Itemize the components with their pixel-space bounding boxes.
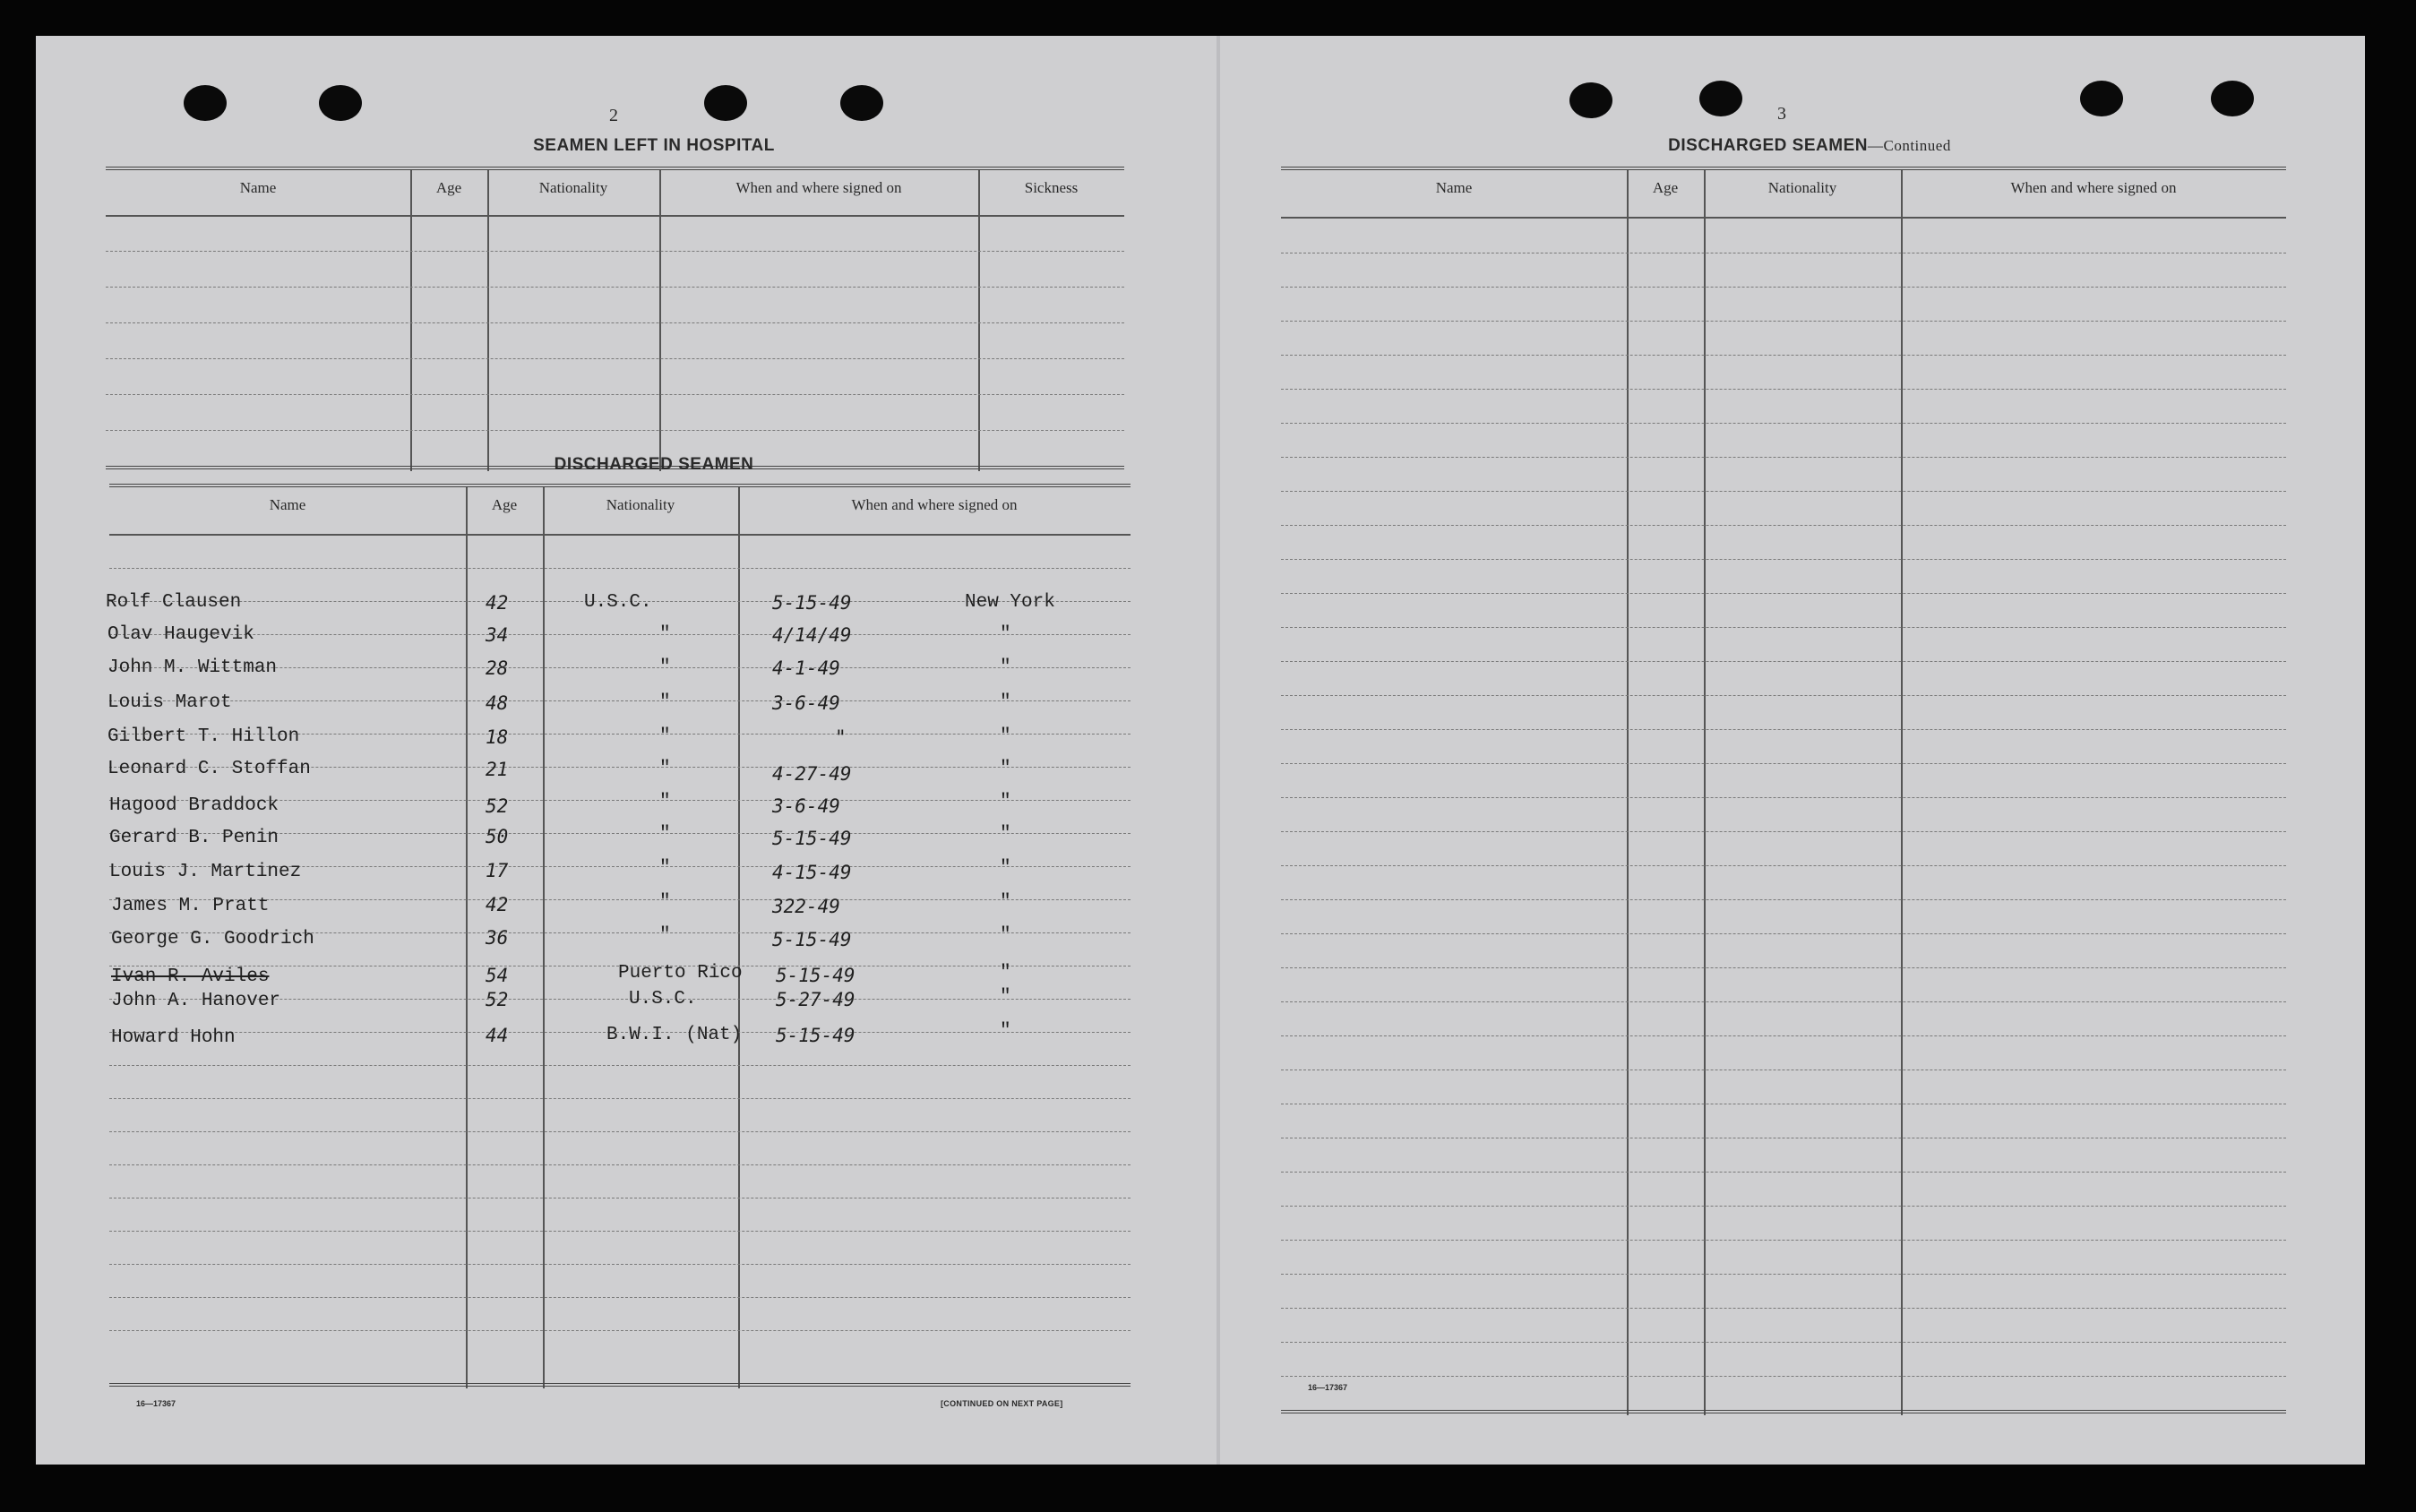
seaman-age: 52 — [486, 989, 509, 1010]
seaman-nationality: U.S.C. — [584, 592, 652, 613]
form-number: 16—17367 — [136, 1399, 176, 1408]
punch-hole — [2080, 81, 2123, 116]
col-header-name: Name — [269, 496, 306, 513]
signed-on-place: " — [1000, 657, 1011, 678]
seaman-age: 42 — [486, 894, 509, 915]
punch-hole — [319, 85, 362, 121]
signed-on-place: " — [1000, 892, 1011, 913]
seaman-name: Rolf Clausen — [106, 592, 242, 613]
signed-on-place: " — [1000, 726, 1011, 747]
signed-on-date: 4-27-49 — [772, 763, 852, 785]
signed-on-date: 3-6-49 — [772, 692, 840, 714]
signed-on-date: 4/14/49 — [772, 624, 852, 646]
discharged-section-title: DISCHARGED SEAMEN — [554, 455, 754, 474]
seaman-name: John A. Hanover — [111, 991, 281, 1011]
signed-on-date: 4-15-49 — [772, 862, 852, 883]
page-fold — [1217, 36, 1220, 1465]
seaman-age: 42 — [486, 592, 509, 614]
punch-hole — [184, 85, 227, 121]
seaman-nationality: B.W.I. (Nat) — [606, 1025, 743, 1045]
signed-on-date: 5-15-49 — [776, 1025, 855, 1046]
signed-on-place: " — [1000, 692, 1011, 713]
seaman-nationality: " — [659, 892, 671, 913]
signed-on-date: " — [835, 726, 847, 748]
signed-on-date: 5-15-49 — [772, 929, 852, 950]
seaman-age: 52 — [486, 795, 509, 817]
signed-on-date: 5-15-49 — [772, 828, 852, 849]
seaman-name: Leonard C. Stoffan — [107, 759, 311, 779]
page-number-left: 2 — [609, 106, 618, 125]
col-header-when-where: When and where signed on — [2010, 179, 2177, 196]
seaman-name: John M. Wittman — [107, 657, 278, 678]
signed-on-date: 3-6-49 — [772, 795, 840, 817]
seaman-age: 54 — [486, 965, 509, 986]
seaman-nationality: Puerto Rico — [618, 963, 743, 984]
seaman-name: Hagood Braddock — [109, 795, 279, 816]
discharged-continued-table — [1281, 167, 2286, 1412]
seaman-age: 34 — [486, 624, 509, 646]
seaman-age: 50 — [486, 826, 509, 847]
col-header-nationality: Nationality — [538, 179, 608, 196]
seaman-nationality: " — [659, 792, 671, 812]
signed-on-place: " — [1000, 792, 1011, 812]
seaman-name: James M. Pratt — [111, 896, 270, 916]
signed-on-date: 4-1-49 — [772, 657, 840, 679]
seaman-age: 21 — [486, 759, 509, 780]
signed-on-place: " — [1000, 624, 1011, 645]
col-header-name: Name — [239, 179, 277, 196]
seaman-name: Howard Hohn — [111, 1027, 236, 1048]
signed-on-place: New York — [965, 592, 1055, 613]
seaman-nationality: " — [659, 624, 671, 645]
signed-on-place: " — [1000, 1021, 1011, 1042]
title-text: DISCHARGED SEAMEN — [1668, 136, 1868, 155]
col-header-age: Age — [1652, 179, 1679, 196]
seaman-nationality: U.S.C. — [629, 989, 697, 1009]
seaman-name: Louis J. Martinez — [109, 862, 302, 882]
seaman-name: Olav Haugevik — [107, 624, 254, 645]
col-header-age: Age — [491, 496, 518, 513]
seaman-age: 28 — [486, 657, 509, 679]
col-header-nationality: Nationality — [1767, 179, 1837, 196]
seaman-nationality: " — [659, 824, 671, 845]
signed-on-place: " — [1000, 824, 1011, 845]
punch-hole — [2211, 81, 2254, 116]
page-number-right: 3 — [1777, 104, 1786, 124]
signed-on-place: " — [1000, 963, 1011, 984]
punch-hole — [840, 85, 883, 121]
signed-on-place: " — [1000, 759, 1011, 779]
seaman-nationality: " — [659, 925, 671, 946]
signed-on-place: " — [1000, 858, 1011, 879]
hospital-table — [106, 167, 1124, 468]
col-header-age: Age — [435, 179, 462, 196]
seaman-age: 17 — [486, 860, 509, 881]
seaman-name: Gilbert T. Hillon — [107, 726, 300, 747]
col-header-nationality: Nationality — [606, 496, 675, 513]
seaman-nationality: " — [659, 726, 671, 747]
signed-on-place: " — [1000, 987, 1011, 1008]
col-header-name: Name — [1435, 179, 1473, 196]
punch-hole — [1569, 82, 1612, 118]
title-suffix: —Continued — [1867, 137, 1951, 154]
col-header-sickness: Sickness — [1024, 179, 1079, 196]
signed-on-place: " — [1000, 925, 1011, 946]
col-header-when-where: When and where signed on — [851, 496, 1018, 513]
col-header-when-where: When and where signed on — [735, 179, 902, 196]
seaman-age: 48 — [486, 692, 509, 714]
punch-hole — [1699, 81, 1742, 116]
signed-on-date: 322-49 — [772, 896, 840, 917]
form-number: 16—17367 — [1308, 1383, 1348, 1392]
seaman-name: Louis Marot — [107, 692, 232, 713]
seaman-age: 18 — [486, 726, 509, 748]
seaman-name: George G. Goodrich — [111, 929, 314, 949]
continued-note: [CONTINUED ON NEXT PAGE] — [941, 1399, 1063, 1408]
signed-on-date: 5-27-49 — [776, 989, 855, 1010]
seaman-nationality: " — [659, 858, 671, 879]
hospital-section-title: SEAMEN LEFT IN HOSPITAL — [533, 136, 775, 155]
seaman-name: Ivan R. Aviles — [111, 966, 270, 987]
seaman-nationality: " — [659, 759, 671, 779]
signed-on-date: 5-15-49 — [776, 965, 855, 986]
seaman-age: 36 — [486, 927, 509, 949]
seaman-age: 44 — [486, 1025, 509, 1046]
punch-hole — [704, 85, 747, 121]
discharged-continued-title — [1559, 136, 2060, 156]
discharged-table — [106, 484, 1131, 1385]
seaman-name: Gerard B. Penin — [109, 828, 279, 848]
ledger-sheet — [36, 36, 2365, 1465]
signed-on-date: 5-15-49 — [772, 592, 852, 614]
seaman-nationality: " — [659, 692, 671, 713]
seaman-nationality: " — [659, 657, 671, 678]
